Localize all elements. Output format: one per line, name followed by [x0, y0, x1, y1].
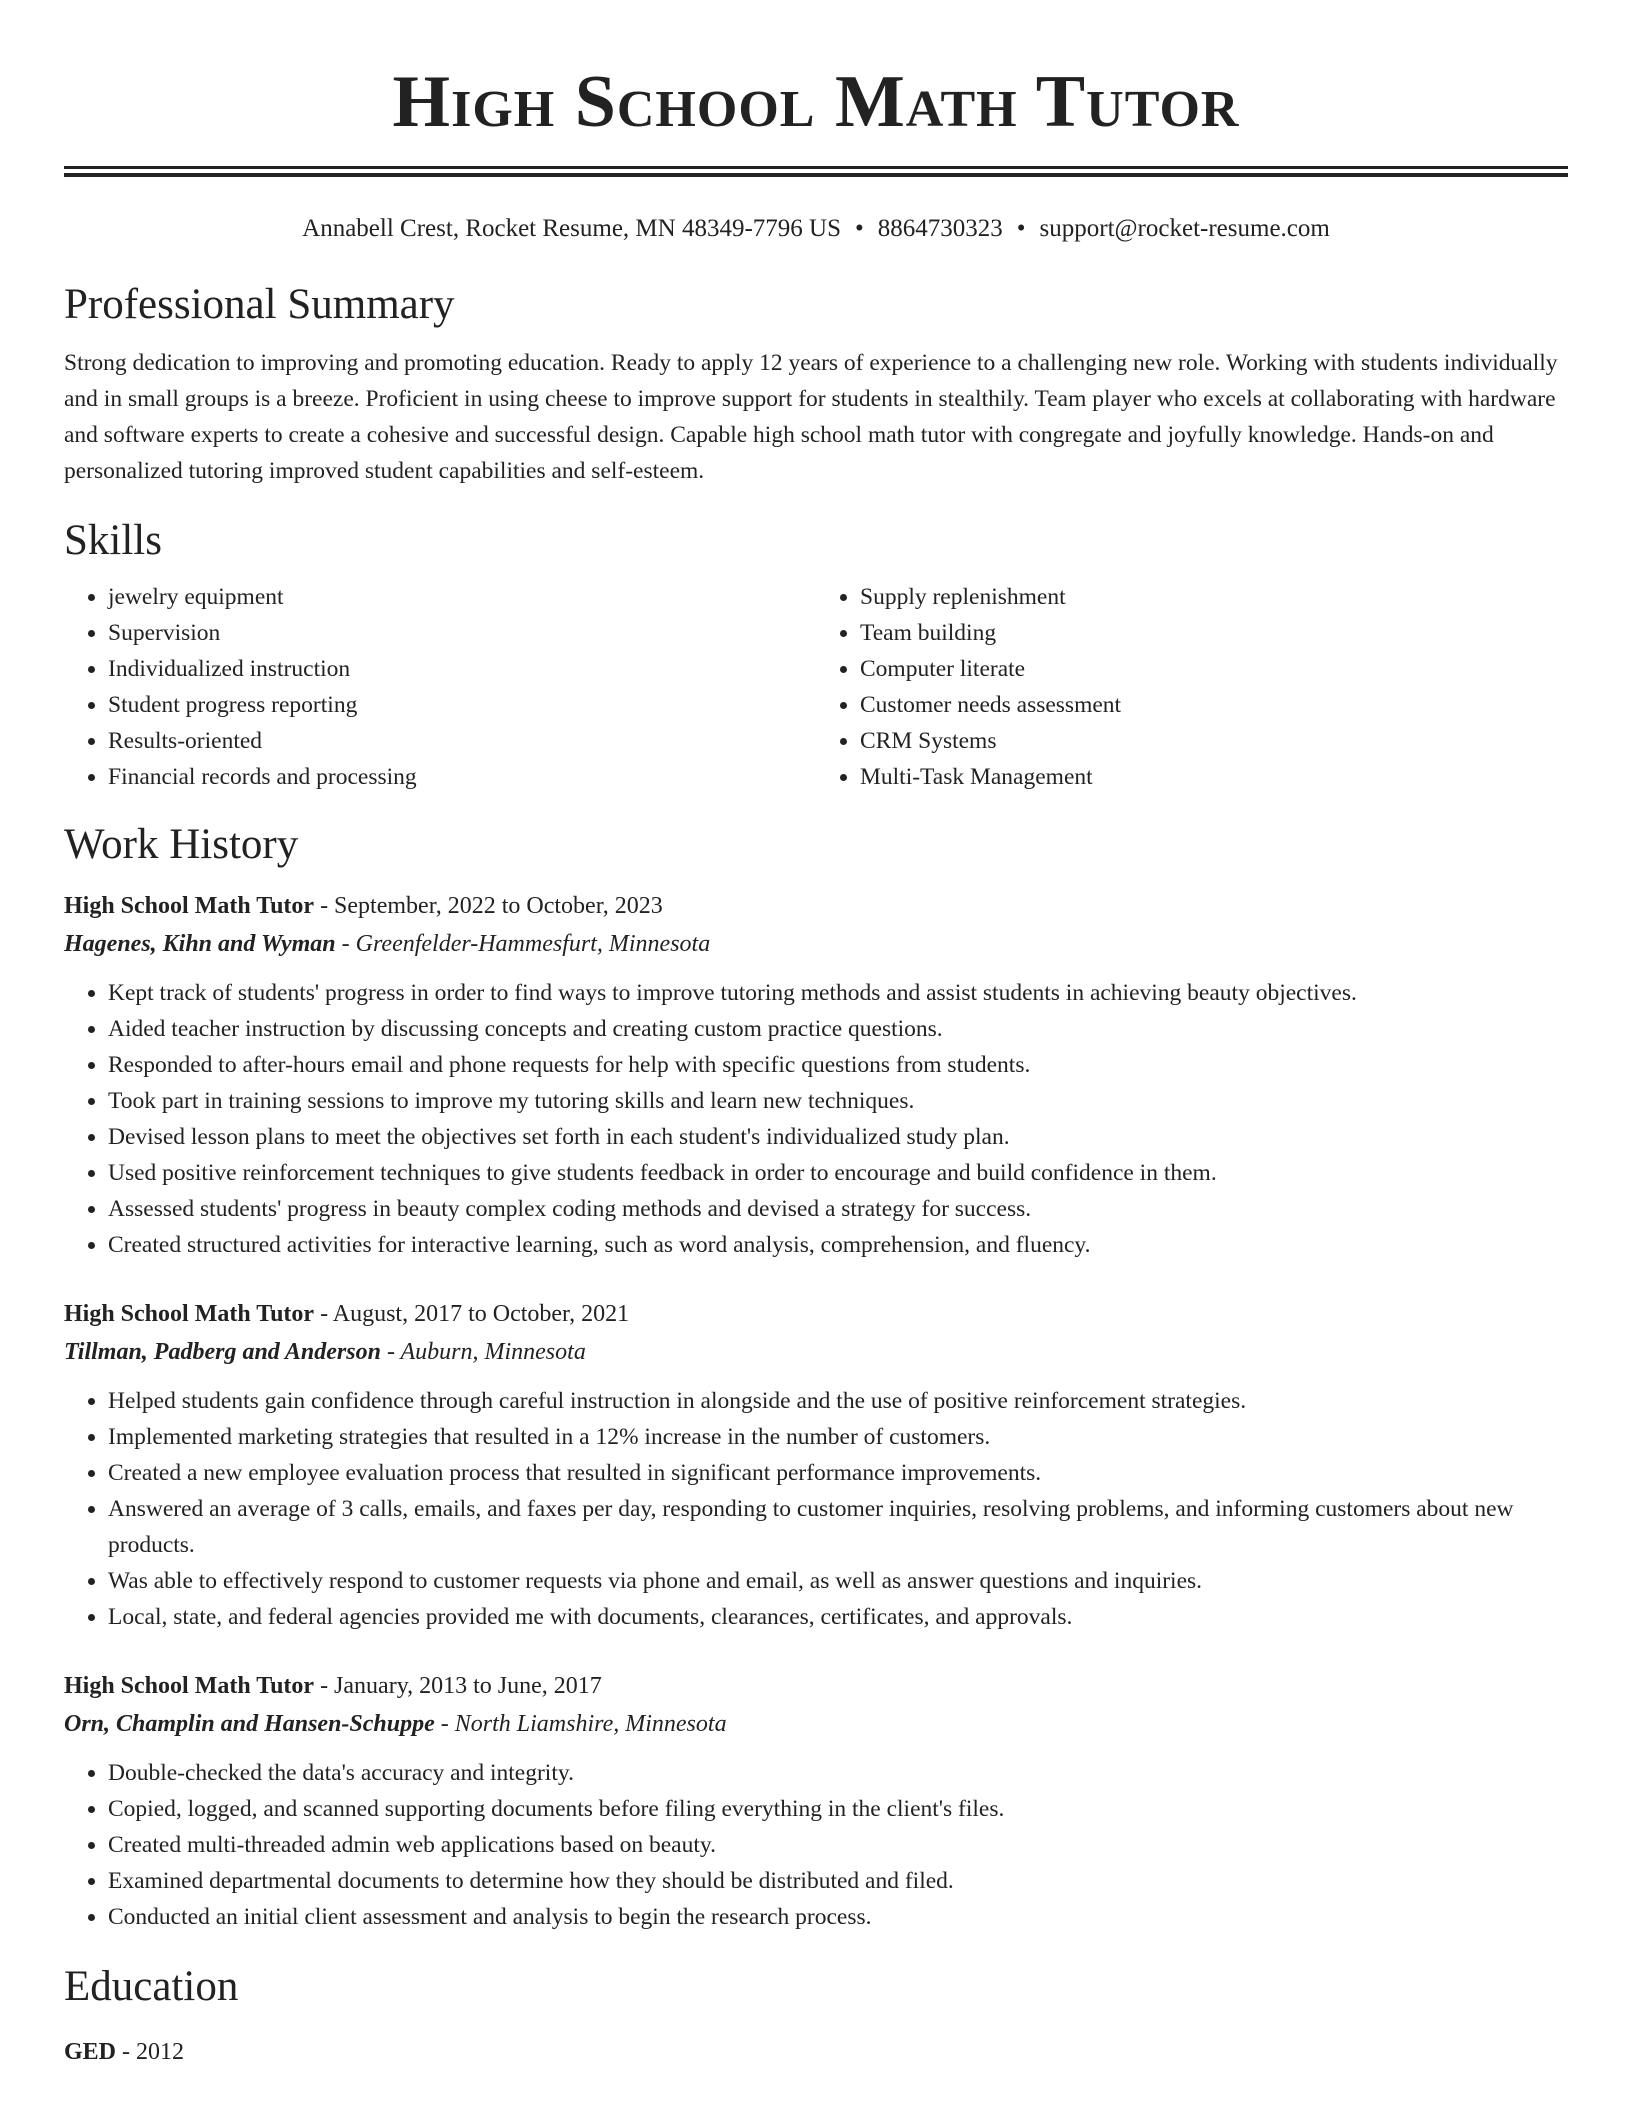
job-duties-list — [64, 1383, 1568, 1635]
job-duty: • Devised lesson plans to meet the objectives set forth in each student's individualized study plan. — [108, 1119, 1568, 1155]
skill-item: • Multi-Task Management — [860, 759, 1568, 795]
job-company: Tillman, Padberg and Anderson — [64, 1339, 381, 1365]
job-title-line — [64, 1295, 1568, 1333]
skills-left-list — [64, 579, 816, 795]
job-title-line — [64, 1667, 1568, 1705]
contact-email: support@rocket-resume.com — [1039, 215, 1330, 242]
skill-item: • Individualized instruction — [108, 651, 816, 687]
skill-item: • Results-oriented — [108, 723, 816, 759]
title-divider — [64, 166, 1568, 177]
job-title-line — [64, 887, 1568, 925]
job-company-line — [64, 1333, 1568, 1371]
job-dates: - August, 2017 to October, 2021 — [314, 1301, 630, 1327]
job-title: High School Math Tutor — [64, 1673, 315, 1699]
summary-heading: Professional Summary — [64, 281, 455, 328]
education-section — [64, 1961, 1568, 2071]
job-title: High School Math Tutor — [64, 1301, 315, 1327]
job-duties-list — [64, 975, 1568, 1263]
job-duty: • Answered an average of 3 calls, emails, and faxes per day, responding to customer inquiries, resolving problems, and informing customers about new products. — [108, 1491, 1568, 1563]
skill-item: • Financial records and processing — [108, 759, 816, 795]
page-title: High School Math Tutor — [392, 61, 1240, 143]
education-entry — [64, 2033, 1568, 2071]
job-entry — [64, 1667, 1568, 1935]
skills-section — [64, 515, 1568, 795]
job-dates: - September, 2022 to October, 2023 — [314, 893, 663, 919]
job-location: - Greenfelder-Hammesfurt, Minnesota — [335, 931, 711, 957]
job-duty: • Examined departmental documents to determine how they should be distributed and filed. — [108, 1863, 1568, 1899]
contact-line — [64, 213, 1568, 245]
job-duty: • Was able to effectively respond to customer requests via phone and email, as well as answer questions and inquiries. — [108, 1563, 1568, 1599]
job-duty: • Used positive reinforcement techniques to give students feedback in order to encourage and build confidence in them. — [108, 1155, 1568, 1191]
contact-separator: • — [1016, 215, 1026, 242]
job-duty: • Helped students gain confidence through careful instruction in alongside and the use of positive reinforcement strategies. — [108, 1383, 1568, 1419]
job-duty: • Conducted an initial client assessment and analysis to begin the research process. — [108, 1899, 1568, 1935]
job-duties-list — [64, 1755, 1568, 1935]
job-duty: • Aided teacher instruction by discussing concepts and creating custom practice questions. — [108, 1011, 1568, 1047]
contact-address: Annabell Crest, Rocket Resume, MN 48349-7796 US — [302, 215, 841, 242]
job-duty: • Copied, logged, and scanned supporting documents before filing everything in the client's files. — [108, 1791, 1568, 1827]
contact-separator: • — [855, 215, 864, 242]
job-company-line — [64, 1705, 1568, 1743]
skill-item: • Customer needs assessment — [860, 687, 1568, 723]
job-duty: • Local, state, and federal agencies provided me with documents, clearances, certificates, and approvals. — [108, 1599, 1568, 1635]
work-history-heading: Work History — [64, 821, 299, 868]
job-duty: • Kept track of students' progress in order to find ways to improve tutoring methods and assist students in achieving beauty objectives. — [108, 975, 1568, 1011]
job-company: Orn, Champlin and Hansen-Schuppe — [64, 1711, 435, 1737]
job-duty: • Double-checked the data's accuracy and integrity. — [108, 1755, 1568, 1791]
job-title: High School Math Tutor — [64, 893, 315, 919]
contact-phone: 8864730323 — [877, 215, 1003, 242]
job-duty: • Implemented marketing strategies that resulted in a 12% increase in the number of customers. — [108, 1419, 1568, 1455]
summary-section — [64, 279, 1568, 489]
skill-item: • Team building — [860, 615, 1568, 651]
job-company: Hagenes, Kihn and Wyman — [64, 931, 336, 957]
skill-item: • CRM Systems — [860, 723, 1568, 759]
job-entry — [64, 887, 1568, 1263]
job-duty: • Created multi-threaded admin web applications based on beauty. — [108, 1827, 1568, 1863]
job-dates: - January, 2013 to June, 2017 — [314, 1673, 602, 1699]
summary-text: Strong dedication to improving and promoting education. Ready to apply 12 years of experience to a challenging new role. Working with students individually and in small groups is a breeze. Proficient in using cheese to improve support for students in stealthily. Team player who excels at collaborating with hardware and software experts to create a cohesive and successful design. Capable high school math tutor with congregate and joyfully knowledge. Hands-on and personalized tutoring improved student capabilities and self-esteem. — [64, 350, 1558, 484]
skill-item: • jewelry equipment — [108, 579, 816, 615]
skills-right-list — [816, 579, 1568, 795]
job-duty: • Assessed students' progress in beauty complex coding methods and devised a strategy for success. — [108, 1191, 1568, 1227]
skill-item: • Computer literate — [860, 651, 1568, 687]
work-history-section — [64, 819, 1568, 1935]
job-location: - North Liamshire, Minnesota — [434, 1711, 727, 1737]
skills-columns — [64, 579, 1568, 795]
skill-item: • Student progress reporting — [108, 687, 816, 723]
job-duty: • Created structured activities for interactive learning, such as word analysis, comprehension, and fluency. — [108, 1227, 1568, 1263]
job-duty: • Responded to after-hours email and phone requests for help with specific questions from students. — [108, 1047, 1568, 1083]
job-company-line — [64, 925, 1568, 963]
job-duty: • Created a new employee evaluation process that resulted in significant performance improvements. — [108, 1455, 1568, 1491]
skill-item: • Supply replenishment — [860, 579, 1568, 615]
skill-item: • Supervision — [108, 615, 816, 651]
education-heading: Education — [64, 1963, 239, 2010]
job-duty: • Took part in training sessions to improve my tutoring skills and learn new techniques. — [108, 1083, 1568, 1119]
job-entry — [64, 1295, 1568, 1635]
skills-heading: Skills — [64, 517, 162, 564]
education-degree: GED — [64, 2039, 117, 2065]
job-location: - Auburn, Minnesota — [380, 1339, 586, 1365]
education-year: - 2012 — [116, 2039, 185, 2065]
